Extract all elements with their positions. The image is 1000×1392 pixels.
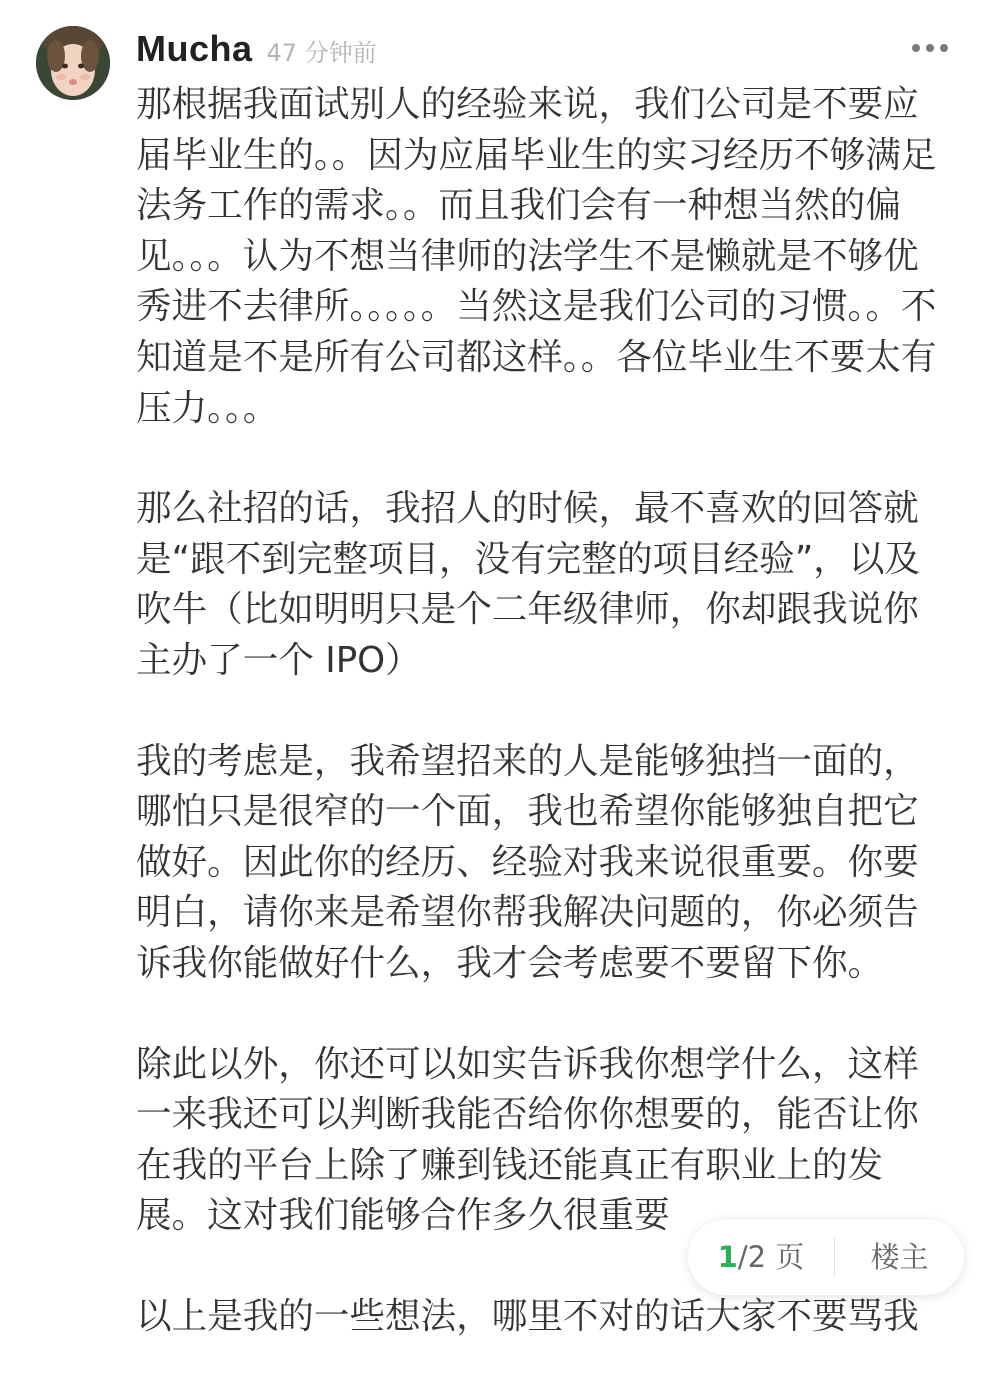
total-pages: /2 页 [737, 1240, 805, 1274]
author-name[interactable]: Mucha [136, 28, 253, 69]
post-paragraph: 我的考虑是，我希望招来的人是能够独挡一面的，哪怕只是很窄的一个面，我也希望你能够独自把它做好。因此你的经历、经验对我来说很重要。你要明白，请你来是希望你帮我解决问题的，你必须告诉我你能做好什么，我才会考虑要不要留下你。 [136, 740, 919, 984]
post-paragraph: 以上是我的一些想法，哪里不对的话大家不要骂我 [136, 1295, 919, 1337]
post-paragraph: 那根据我面试别人的经验来说，我们公司是不要应届毕业生的。。因为应届毕业生的实习经历不够满足法务工作的需求。。而且我们会有一种想当然的偏见。。。认为不想当律师的法学生不是懒就是不够优秀进不去律所。。。。。当然这是我们公司的习惯。。不知道是不是所有公司都这样。。各位毕业生不要太有压力。。。 [136, 84, 937, 429]
post-paragraph: 那么社招的话，我招人的时候，最不喜欢的回答就是“跟不到完整项目，没有完整的项目经验”，以及吹牛（比如明明只是个二年级律师，你却跟我说你主办了一个 IPO） [136, 488, 921, 681]
only-owner-button[interactable]: 楼主 [870, 1240, 929, 1274]
page-navigator [688, 1219, 964, 1295]
avatar-portrait [36, 26, 110, 100]
more-dots-glyph [910, 41, 950, 55]
post-paragraph: 除此以外，你还可以如实告诉我你想学什么，这样一来我还可以判断我能否给你你想要的，能否让你在我的平台上除了赚到钱还能真正有职业上的发展。这对我们能够合作多久很重要 [136, 1043, 919, 1237]
post-time: 47 分钟前 [266, 39, 377, 67]
author-line [136, 28, 377, 72]
current-page: 1 [717, 1240, 738, 1274]
more-dots-icon[interactable] [910, 40, 950, 54]
avatar[interactable] [36, 26, 110, 100]
page-count-button[interactable] [688, 1237, 835, 1277]
post-content [136, 80, 952, 1392]
